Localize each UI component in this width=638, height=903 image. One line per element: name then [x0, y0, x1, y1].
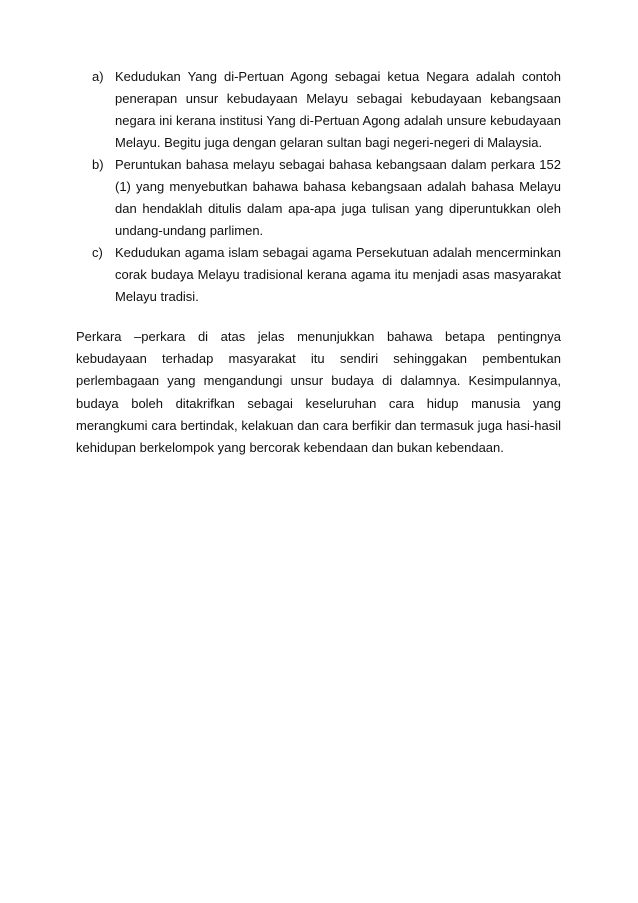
lettered-list — [92, 66, 561, 308]
list-item-c — [92, 242, 561, 308]
list-item-a — [92, 66, 561, 154]
list-marker: c) — [92, 245, 103, 260]
list-marker: a) — [92, 69, 104, 84]
list-item-b — [92, 154, 561, 242]
list-marker: b) — [92, 157, 104, 172]
list-item-text: Peruntukan bahasa melayu sebagai bahasa kebangsaan dalam perkara 152 (1) yang menyebutkan bahawa bahasa kebangsaan adalah bahasa Melayu dan hendaklah ditulis dalam apa-apa juga tulisan yang diperuntukkan oleh undang-undang parlimen. — [115, 157, 561, 238]
list-item-text: Kedudukan Yang di-Pertuan Agong sebagai ketua Negara adalah contoh penerapan unsur kebudayaan Melayu sebagai kebudayaan kebangsaan negara ini kerana institusi Yang di-Pertuan Agong adalah unsure kebudayaan Melayu. Begitu juga dengan gelaran sultan bagi negeri-negeri di Malaysia. — [115, 69, 561, 150]
list-item-text: Kedudukan agama islam sebagai agama Persekutuan adalah mencerminkan corak budaya Melayu tradisional kerana agama itu menjadi asas masyarakat Melayu tradisi. — [115, 245, 561, 304]
conclusion-paragraph: Perkara –perkara di atas jelas menunjukkan bahawa betapa pentingnya kebudayaan terhadap masyarakat itu sendiri sehinggakan pembentukan perlembagaan yang mengandungi unsur budaya di dalamnya. Kesimpulannya, budaya boleh ditakrifkan sebagai keseluruhan cara hidup manusia yang merangkumi cara bertindak, kelakuan dan cara berfikir dan termasuk juga hasi-hasil kehidupan berkelompok yang bercorak kebendaan dan bukan kebendaan. — [76, 329, 561, 456]
